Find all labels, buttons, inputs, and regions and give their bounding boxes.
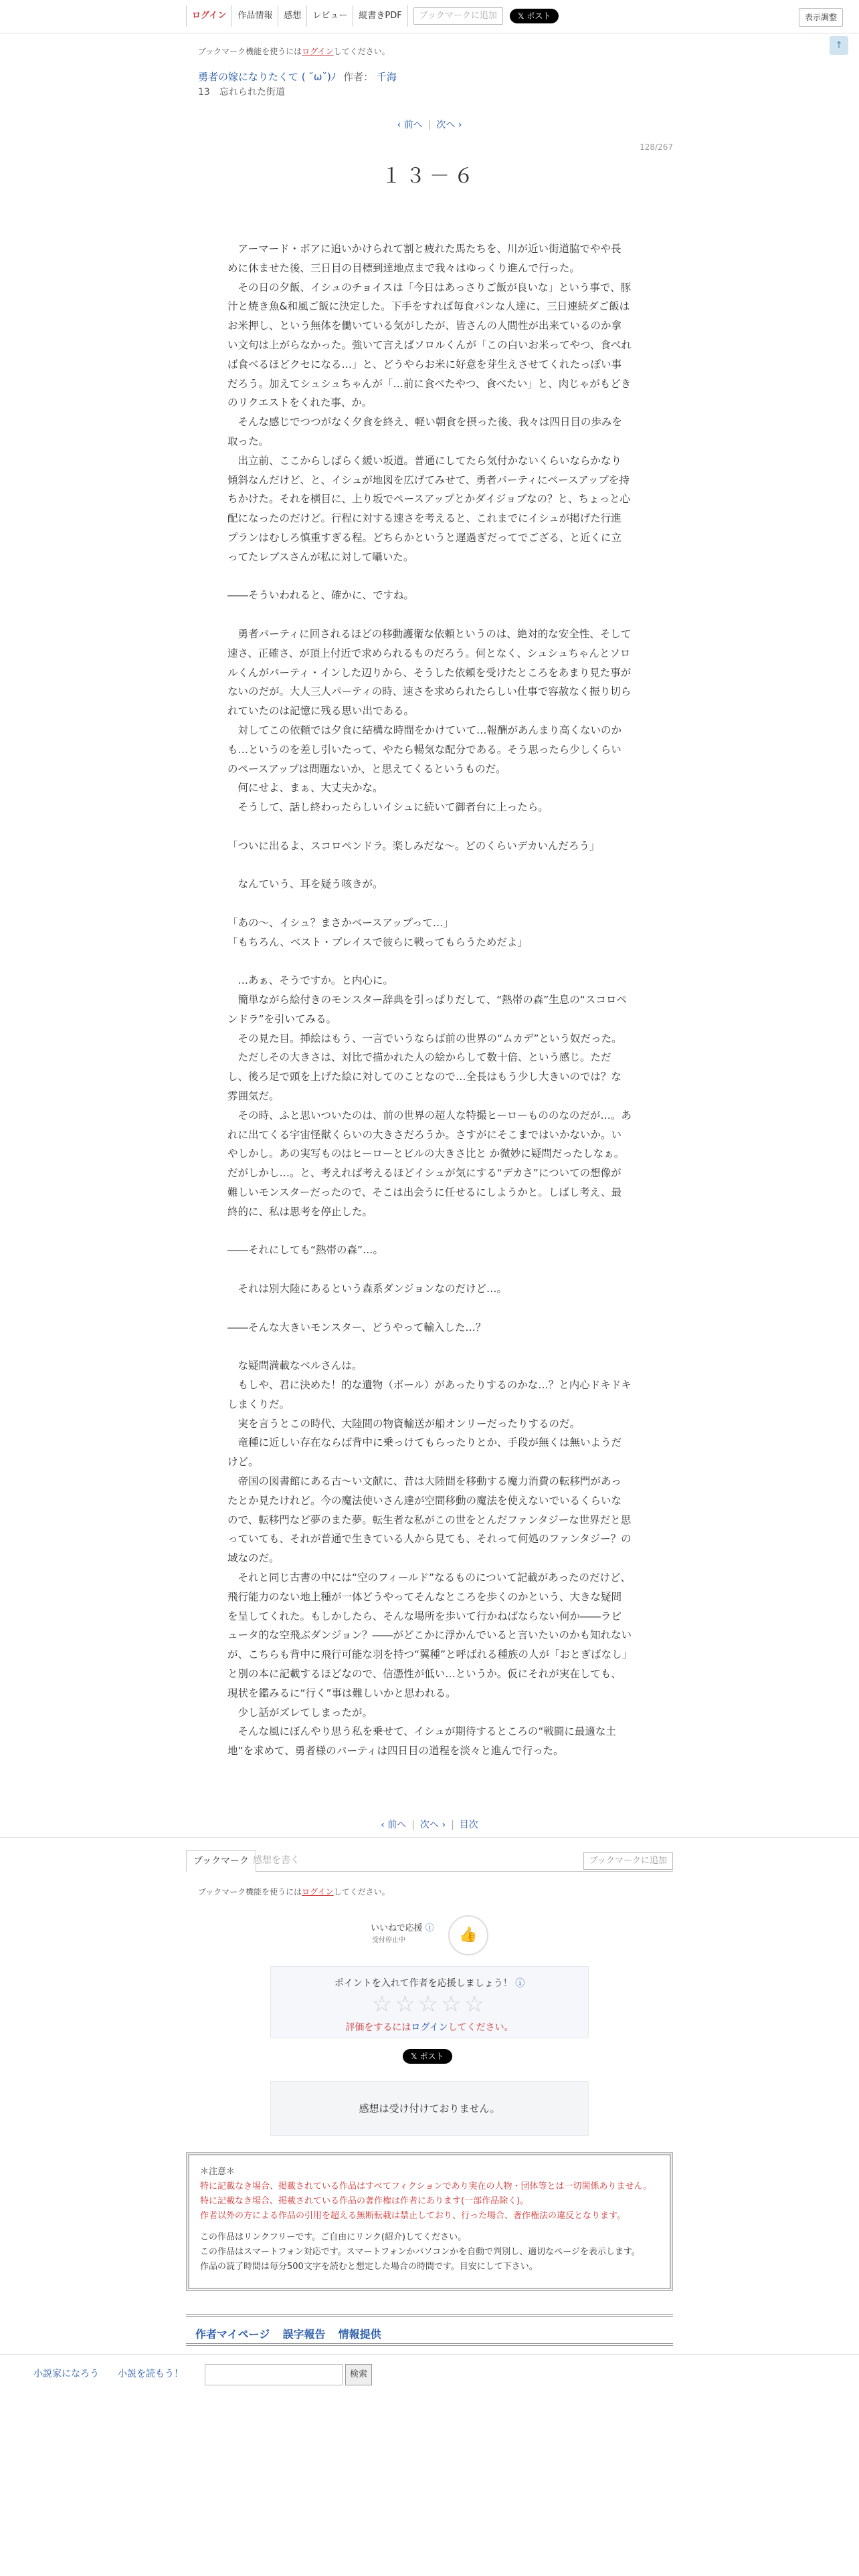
body-paragraph: ――そういわれると、確かに、ですね。 xyxy=(227,589,415,602)
star-icon[interactable]: ☆ xyxy=(371,1991,395,2018)
body-paragraph: 竜種に近しい存在ならば背中に乗っけてもらったりとか、手段が無くは無いようだけど。 xyxy=(227,1436,622,1469)
body-paragraph: 「ついに出るよ、スコロペンドラ。楽しみだな〜。どのくらいデカいんだろう」 xyxy=(227,839,600,852)
body-paragraph: ――それにしても“熱帯の森”…。 xyxy=(227,1244,384,1257)
rating-box xyxy=(270,1966,589,2038)
impressions-closed-note: 感想は受け付けておりません。 xyxy=(270,2081,589,2136)
chapter-title: １３－６ xyxy=(381,165,478,188)
toc-link[interactable]: 目次 xyxy=(459,1820,478,1830)
caution-heading: ＊注意＊ xyxy=(200,2167,235,2177)
footer-nav xyxy=(186,2314,673,2346)
caution-line: 作品の読了時間は毎分500文字を読むと想定した場合の時間です。目安にして下さい。 xyxy=(200,2262,538,2272)
pager-separator: | xyxy=(427,120,432,130)
vertical-pdf-link[interactable]: 縦書きPDF xyxy=(353,5,407,27)
author-label: 作者： xyxy=(343,71,374,83)
body-paragraph: その見た目。挿絵はもう、一言でいうならば前の世界の“ムカデ”という奴だった。 xyxy=(227,1032,622,1045)
bookmark-login-note: ブックマーク機能を使うにはログインしてください。 xyxy=(198,47,390,56)
caution-line: 特に記載なき場合、掲載されている作品の著作権は作者にあります(一部作品除く)。 xyxy=(200,2196,529,2206)
narou-link[interactable]: 小説家になろう xyxy=(33,2369,99,2379)
body-paragraph: その日の夕飯、イシュのチョイスは「今日はあっさりご飯が良いな」という事で、豚汁と焼き魚&和風ご飯に決定した。下手をすれば毎食パンな人達に、三日連続ダご飯はお米押し、という無体を働いている気がしたが、皆さんの人間性が出来ているのか拿い文句は上がらなかった。強いて言えばソロルくんが「この白いお米ってやつ、食べれば食べるほどクセになる…」と、どうやらお米に好意を芽生えさせてくれたっぽい事だろう。加えてシュシュちゃんが「…前に食べたやつ、食べたい」と、肉じゃがもどきのリクエストをくれた事、か。 xyxy=(227,281,632,409)
impressions-link[interactable]: 感想 xyxy=(278,5,307,27)
search-input[interactable] xyxy=(205,2364,343,2385)
body-paragraph: 少し話がズレてしまったが。 xyxy=(227,1706,373,1719)
author-mypage-link[interactable]: 作者マイページ xyxy=(195,2328,270,2341)
star-icon[interactable]: ☆ xyxy=(395,1991,418,2018)
body-paragraph: 「もちろん、ベスト・プレイスで彼らに戦ってもらうためだよ」 xyxy=(227,936,528,948)
star-icon[interactable]: ☆ xyxy=(441,1991,464,2018)
body-paragraph: 対してこの依頼では夕食に結構な時間をかけていて…報酬があんまり高くないのかも…というのを差し引いたって、やたら暢気な配分である。そう思ったら少しくらいのペースアップは問題ないか、と思えてくるというものだ。 xyxy=(227,724,622,775)
bottom-tabs xyxy=(186,1850,673,1872)
bookmark-add-button[interactable]: ブックマークに追加 xyxy=(413,7,503,25)
pager-separator: | xyxy=(411,1820,415,1830)
top-toolbar xyxy=(0,0,859,33)
body-paragraph: それと同じ古書の中には“空のフィールド”なるものについて記載があったのだけど、飛行能力のない地上種が一体どうやってそんなところを歩くのかという、大きな疑問を呈してくれた。もしかしたら、そんな場所を歩いて行かねばならない何か――ラピュータ的な空飛ぶダンジョン？――がどこかに浮かんでいると言いたいのかも知れないが、こちらも背中に飛行可能な羽を持つ“翼種”と呼ばれる種族の人が「おとぎばなし」と別の本に記載するほどなので、信憑性が低い…というか。仮にそれが実在しても、現状を鑑みるに“行く”事は難しいかと思われる。 xyxy=(227,1571,632,1699)
caution-line: この作品はリンクフリーです。ご自由にリンク(紹介)してください。 xyxy=(200,2232,467,2242)
tab-bookmark[interactable]: ブックマーク xyxy=(186,1850,256,1872)
caution-line: この作品はスマートフォン対応です。スマートフォンかパソコンかを自動で判別し、適切なページを表示します。 xyxy=(200,2247,640,2257)
chapter-subtitle: 13 忘れられた街道 xyxy=(198,87,285,98)
typo-report-link[interactable]: 誤字報告 xyxy=(282,2328,326,2341)
help-icon[interactable]: ⓘ xyxy=(515,1978,525,1989)
body-paragraph: …あぁ、そうですか。と内心に。 xyxy=(227,974,393,987)
novel-body xyxy=(227,239,632,1761)
body-paragraph: ただしその大きさは、対比で描かれた人の絵からして数十倍、という感じ。ただし、後ろ足で頭を上げた絵に対してのことなので…全長はもう少し大きいのでは？な雰囲気だ。 xyxy=(227,1051,622,1103)
body-paragraph: 何にせよ、まぁ、大丈夫かな。 xyxy=(227,782,383,794)
rating-login-note: 評価をするにはログインしてください。 xyxy=(345,2022,514,2033)
login-link-note-bottom[interactable]: ログイン xyxy=(302,1887,334,1897)
caution-line: 作者以外の方による作品の引用を超える無断転載は禁止しており、行った場合、著作権法の違反となります。 xyxy=(200,2211,626,2221)
x-post-label: ポスト xyxy=(527,11,551,21)
body-paragraph: 簡単ながら絵付きのモンスター辞典を引っぱりだして、“熱帯の森”生息の“スコロペンドラ”を引いてみる。 xyxy=(227,994,627,1025)
site-footer xyxy=(0,2354,859,2401)
body-paragraph: なんていう、耳を疑う咳きが。 xyxy=(227,878,383,891)
series-header xyxy=(198,70,397,84)
blank-line xyxy=(227,894,632,914)
prev-link-bottom[interactable]: ‹ 前へ xyxy=(381,1820,407,1830)
x-post-button-bottom[interactable] xyxy=(403,2049,452,2064)
blank-line xyxy=(227,817,632,837)
page-top-arrow-icon[interactable]: ↑ xyxy=(830,36,848,55)
star-icon[interactable]: ☆ xyxy=(417,1991,442,2018)
search-button[interactable]: 検索 xyxy=(345,2364,372,2385)
body-paragraph: もしや、君に決めた！的な遺物（ボール）があったりするのかな…？と内心ドキドキしまくりだ。 xyxy=(227,1379,632,1410)
blank-line xyxy=(227,1299,632,1318)
body-paragraph: な疑問満載なベルさんは。 xyxy=(227,1360,363,1372)
body-paragraph: 「あの〜、イシュ？まさかベースアップって…」 xyxy=(227,916,454,929)
bookmark-login-note-bottom: ブックマーク機能を使うにはログインしてください。 xyxy=(198,1887,390,1897)
body-paragraph: 実を言うとこの時代、大陸間の物資輸送が船オンリーだったりするのだ。 xyxy=(227,1417,581,1430)
page-count: 128/267 xyxy=(640,142,673,152)
yomou-link[interactable]: 小説を読もう！ xyxy=(118,2369,183,2379)
author-link[interactable]: 千海 xyxy=(376,71,397,83)
blank-line xyxy=(227,1337,632,1356)
blank-line xyxy=(227,567,632,586)
body-paragraph: それは別大陸にあるという森系ダンジョンなのだけど…。 xyxy=(227,1283,507,1295)
blank-line xyxy=(227,856,632,875)
help-icon[interactable]: ⓘ xyxy=(425,1923,434,1933)
prev-link[interactable]: ‹ 前へ xyxy=(397,120,423,130)
iine-status: 受付停止中 xyxy=(372,1937,405,1944)
body-paragraph: その時、ふと思いついたのは、前の世界の超人な特撮ヒーローもののなのだが…。あれに出てくる宇宙怪獣くらいの大きさだろうか。さすがにそこまではいかないか。いやしかし。あの実写ものはヒーローとビルの大きさ比と か微妙に疑問だったしなぁ。だがしかし…。と、考えれば考えるほどイシュが気にする“デカさ”についての想像が難しいモンスターだったので、そこは出会うに任せるにしようかと。しばし考え、最終的に、私は思考を停止した。 xyxy=(227,1109,632,1218)
series-title-link[interactable]: 勇者の嫁になりたくて ( ˘ω˘)ﾉ xyxy=(198,71,337,83)
caution-line: 特に記載なき場合、掲載されている作品はすべてフィクションであり実在の人物・団体等とは一切関係ありません。 xyxy=(200,2181,652,2191)
blank-line xyxy=(227,1222,632,1241)
blank-line xyxy=(227,605,632,625)
review-link[interactable]: レビュー xyxy=(307,5,353,27)
next-link[interactable]: 次へ › xyxy=(436,120,462,130)
blank-line xyxy=(227,1260,632,1279)
body-paragraph: そうして、話し終わったらしいイシュに続いて御者台に上ったら。 xyxy=(227,801,549,814)
x-post-button[interactable] xyxy=(510,9,559,23)
star-icon[interactable]: ☆ xyxy=(464,1991,488,2018)
tab-write-review[interactable]: 感想を書く xyxy=(253,1855,300,1866)
next-link-bottom[interactable]: 次へ › xyxy=(420,1820,446,1830)
login-link[interactable]: ログイン xyxy=(186,5,232,27)
caution-box xyxy=(186,2152,673,2291)
body-paragraph: ――そんな大きいモンスター、どうやって輸入した…？ xyxy=(227,1321,486,1333)
x-logo-icon: 𝕏 xyxy=(411,2052,420,2061)
info-provide-link[interactable]: 情報提供 xyxy=(338,2328,381,2341)
thumbs-up-icon[interactable]: 👍 xyxy=(448,1915,488,1955)
top-pager xyxy=(0,118,859,131)
x-post-label: ポスト xyxy=(419,2052,444,2061)
rating-stars xyxy=(271,1991,588,2018)
body-paragraph: 出立前、ここからしばらく緩い坂道。普通にしてたら気付かないくらいならかなり傾斜なんだけど、と、イシュが地図を広げてみせて、勇者パーティにペースアップを持ちかけた。それを横目に、上り坂でペースアップとかダイジョブなの？と、ちょっと心配になったのだけど。行程に対する速さを考えると、これまでにイシュが掲げた行進プランはむしろ慎重すぎる程。どちらかというと遅過ぎだってでござる、と近くに立ってたレプスさんが私に対して囁いた。 xyxy=(227,454,631,563)
work-info-link[interactable]: 作品情報 xyxy=(232,5,278,27)
blank-line xyxy=(227,952,632,971)
body-paragraph: そんな感じでつつがなく夕食を終え、軽い朝食を摂った後、我々は四日目の歩みを取った。 xyxy=(227,416,622,447)
bookmark-add-button-bottom[interactable]: ブックマークに追加 xyxy=(583,1852,673,1870)
iine-label: いいねで応援 ⓘ xyxy=(371,1923,434,1933)
rating-prompt: ポイントを入れて作者を応援しましょう！ ⓘ xyxy=(334,1978,525,1989)
body-paragraph: 勇者パーティに回されるほどの移動護衛な依頼というのは、絶対的な安全性、そして速さ、正確さ、が頂上付近で求められるものだろう。何となく、シュシュちゃんとソロルくんがパーティ・インした辺りから、そうした依頼を受けたところをあまり見た事がないのだが。大人三人パーティの時、速さを求められたらしい仕事で容赦なく振り切られていたのは記憶に残る思い出である。 xyxy=(227,627,632,718)
bottom-pager xyxy=(0,1818,859,1831)
rating-login-link[interactable]: ログイン xyxy=(411,2022,448,2033)
body-paragraph: アーマード・ボアに追いかけられて割と疲れた馬たちを、川が近い街道脇でやや長めに休ませた後、三日目の目標到達地点まで我々はゆっくり進んで行った。 xyxy=(227,243,622,274)
x-logo-icon: 𝕏 xyxy=(517,11,527,21)
pager-separator: | xyxy=(451,1820,454,1830)
login-link-note[interactable]: ログイン xyxy=(302,47,334,56)
body-paragraph: そんな風にぼんやり思う私を乗せて、イシュが期待するところの“戦闘に最適な土地”を求めて、勇者様のパーティは四日目の道程を淡々と進んで行った。 xyxy=(227,1725,616,1757)
display-settings-button[interactable]: 表示調整 xyxy=(799,8,843,27)
body-paragraph: 帝国の図書館にある古〜い文献に、昔は大陸間を移動する魔力消費の転移門があったとか見たけれど。今の魔法使いさん達が空間移動の魔法を使えないでいるくらいなので、転移門など夢のまた夢。転生者な私がこの世をとんだファンタジーな世界だと思っていても、それが普通で生きている人から見ても、それって何処のファンタジー？の域なのだ。 xyxy=(227,1475,632,1565)
